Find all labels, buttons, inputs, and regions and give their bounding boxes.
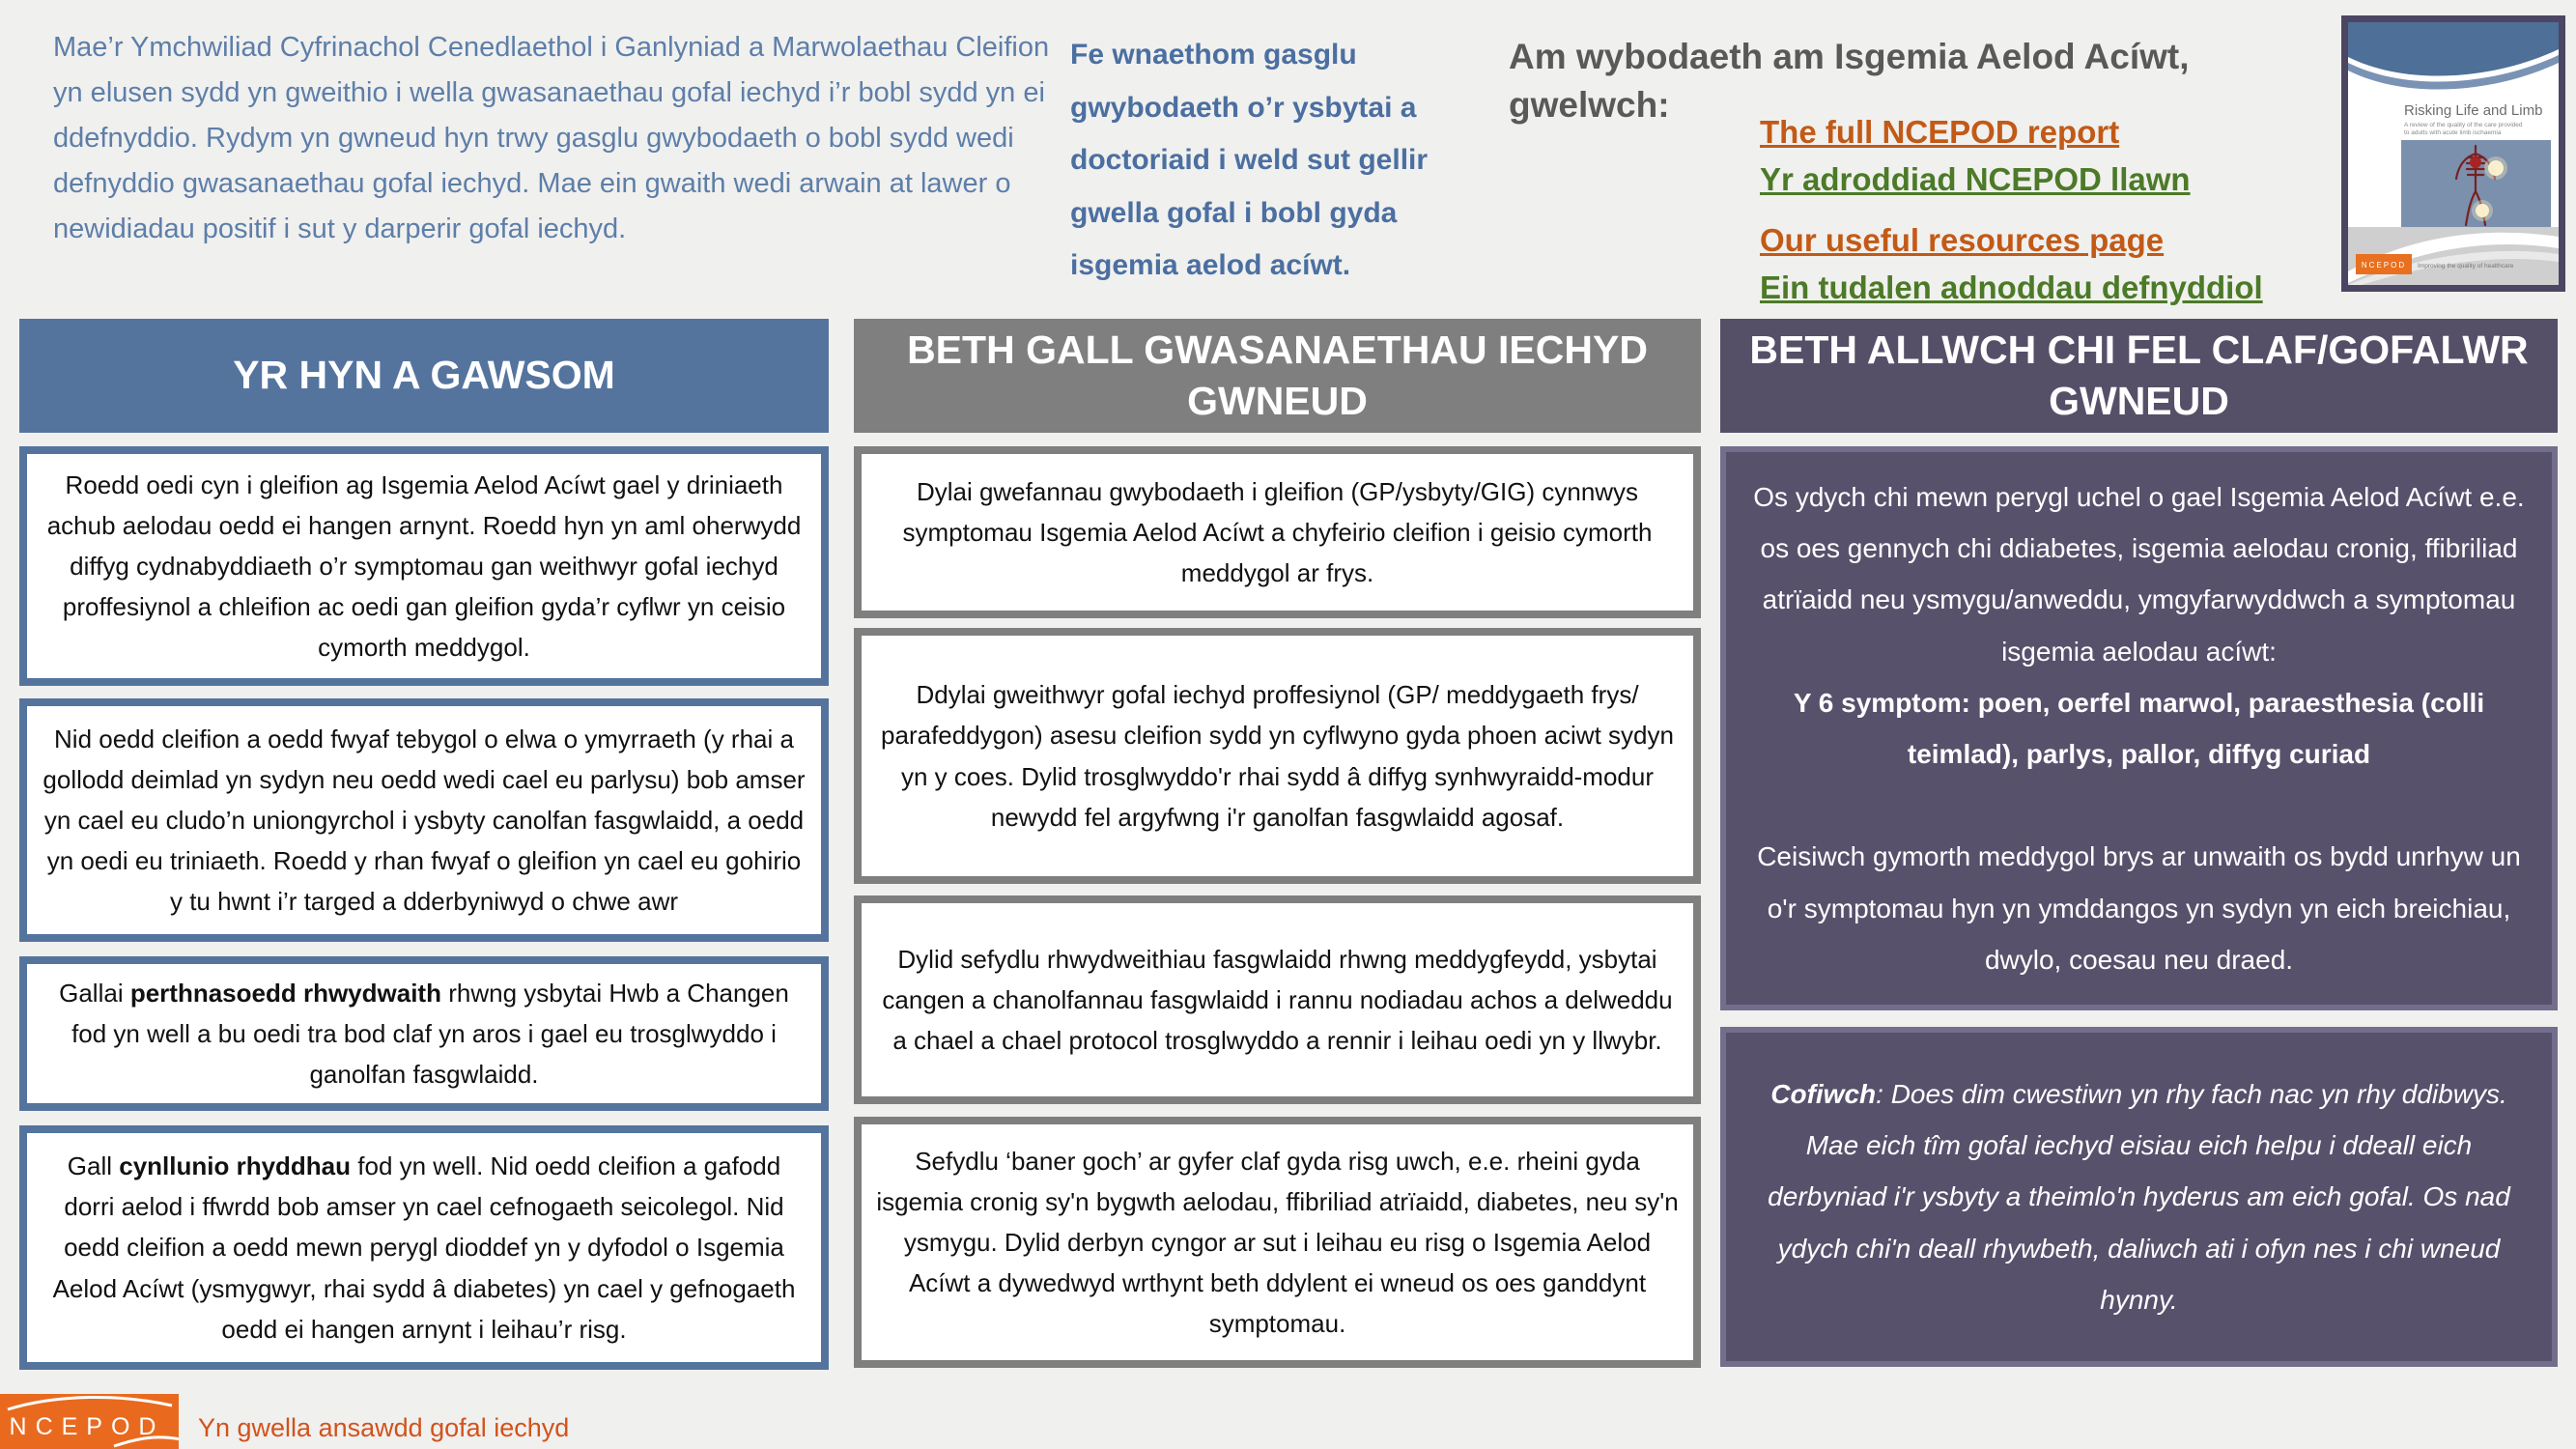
services-box-networks: Dylid sefydlu rhwydweithiau fasgwlaidd rhwng meddygfeydd, ysbytai cangen a chanolfannau fasgwlaidd i rannu nodiadau achos a delweddu a chael a chael protocol trosglwyddo a rennir i leihau oedi yn y llwybr. (854, 895, 1701, 1104)
ncepod-logo (0, 1394, 179, 1449)
link-resources-en[interactable]: Our useful resources page (1760, 222, 2165, 258)
more-info-heading: Am wybodaeth am Isgemia Aelod Acíwt, gwelwch: (1509, 37, 2190, 125)
link-full-report-en[interactable]: The full NCEPOD report (1760, 114, 2120, 150)
services-box-red-flag: Sefydlu ‘baner goch’ ar gyfer claf gyda risg uwch, e.e. rheini gyda isgemia cronig sy'n bygwth aelodau, ffibriliad atrïaidd, diabetes, neu sy'n ysmygu. Dylid derbyn cyngor ar sut i leihau eu risg o Isgemia Aelod Acíwt a dywedwyd wrthynt beth ddylent ei wneud os oes ganddynt symptomau. (854, 1117, 1701, 1368)
services-box-assessment: Ddylai gweithwyr gofal iechyd proffesiynol (GP/ meddygaeth frys/ parafeddygon) asesu cleifion sydd yn cyflwyno gyda phoen aciwt sydyn yn y coes. Dylid trosglwyddo'r rhai sydd â diffyg synhwyraidd-modur newydd fel argyfwng i'r ganolfan fasgwlaidd agosaf. (854, 628, 1701, 884)
column-health-services (854, 319, 1701, 1368)
report-cover-thumbnail[interactable] (2341, 15, 2565, 292)
svg-text:NCEPOD: NCEPOD (2361, 261, 2407, 270)
cover-subtitle-2: to adults with acute limb ischaemia (2404, 129, 2502, 136)
findings-box-discharge: Gall cynllunio rhyddhau fod yn well. Nid oedd cleifion a gafodd dorri aelod i ffwrdd bob amser yn cael cefnogaeth seicolegol. Nid oedd cleifion a oedd mewn perygl dioddef yn y dyfodol o Isgemia Aelod Acíwt (ysmygwyr, rhai sydd â diabetes) yn cael y gefnogaeth oedd ei hangen arnynt i leihau’r risg. (19, 1125, 829, 1370)
cover-subtitle-1: A review of the quality of the care provided (2404, 122, 2523, 128)
findings-box-network: Gallai perthnasoedd rhwydwaith rhwng ysbytai Hwb a Changen fod yn well a bu oedi tra bod claf yn aros i gael eu trosglwyddo i ganolfan fasgwlaidd. (19, 956, 829, 1111)
column-patient-carer (1720, 319, 2558, 1367)
charity-intro-paragraph: Mae’r Ymchwiliad Cyfrinachol Cenedlaethol i Ganlyniad a Marwolaethau Cleifion yn elusen sydd yn gweithio i wella gwasanaethau gofal iechyd i’r bobl sydd yn ei ddefnyddio. Rydym yn gwneud hyn trwy gasglu gwybodaeth o bobl sydd wedi defnyddio gwasanaethau gofal iechyd. Mae ein gwaith wedi arwain at lawer o newidiadau positif i sut y darperir gofal iechyd. (53, 32, 1050, 244)
link-full-report-cy[interactable]: Yr adroddiad NCEPOD llawn (1760, 161, 2191, 197)
findings-header: YR HYN A GAWSOM (19, 319, 829, 433)
svg-text:NCEPOD: NCEPOD (9, 1413, 165, 1440)
cover-title: Risking Life and Limb (2404, 102, 2543, 119)
patient-carer-header: BETH ALLWCH CHI FEL CLAF/GOFALWR GWNEUD (1720, 319, 2558, 433)
ncepod-tagline: Yn gwella ansawdd gofal iechyd (198, 1413, 570, 1442)
cover-logo-tagline: Improving the quality of healthcare (2418, 263, 2514, 270)
patient-box-remember: Cofiwch: Does dim cwestiwn yn rhy fach nac yn rhy ddibwys. Mae eich tîm gofal iechyd eisiau eich helpu i ddeall eich derbyniad i'r ysbyty a theimlo'n hyderus am eich gofal. Os nad ydych chi'n deall rhywbeth, daliwch ati i ofyn nes i chi wneud hynny. (1720, 1027, 2558, 1367)
services-box-websites: Dylai gwefannau gwybodaeth i gleifion (GP/ysbyty/GIG) cynnwys symptomau Isgemia Aelod Acíwt a chyfeirio cleifion i geisio cymorth meddygol ar frys. (854, 446, 1701, 618)
cover-skeleton-image (2401, 140, 2551, 227)
data-collection-note: Fe wnaethom gasglu gwybodaeth o’r ysbytai a doctoriaid i weld sut gellir gwella gofal i bobl gyda isgemia aelod acíwt. (1070, 39, 1429, 282)
link-resources-cy[interactable]: Ein tudalen adnoddau defnyddiol (1760, 270, 2263, 305)
column-findings (19, 319, 829, 1370)
findings-box-delays: Roedd oedi cyn i gleifion ag Isgemia Aelod Acíwt gael y driniaeth achub aelodau oedd ei hangen arnynt. Roedd hyn yn aml oherwydd diffyg cydnabyddiaeth o’r symptomau gan weithwyr gofal iechyd proffesiynol a chleifion ac oedi gan gleifion gyda’r cyflwr yn ceisio cymorth meddygol. (19, 446, 829, 686)
findings-box-transfer: Nid oedd cleifion a oedd fwyaf tebygol o elwa o ymyrraeth (y rhai a gollodd deimlad yn sydyn neu oedd wedi cael eu parlysu) bob amser yn cael eu cludo’n uniongyrchol i ysbyty canolfan fasgwlaidd, a oedd yn oedi eu triniaeth. Roedd y rhan fwyaf o gleifion yn cael eu gohirio y tu hwnt i’r targed a dderbyniwyd o chwe awr (19, 698, 829, 942)
report-links (1760, 108, 2263, 311)
patient-box-symptoms: Os ydych chi mewn perygl uchel o gael Isgemia Aelod Acíwt e.e. os oes gennych chi ddiabetes, isgemia aelodau cronig, ffibriliad atrïaidd neu ysmygu/anweddu, ymgyfarwyddwch a symptomau isgemia aelodau acíwt: Y 6 symptom: poen, oerfel marwol, paraesthesia (colli teimlad), parlys, pallor, diffyg curiad Ceisiwch gymorth meddygol brys ar unwaith os bydd unrhyw un o'r symptomau hyn yn ymddangos yn sydyn yn eich breichiau, dwylo, coesau neu draed. (1720, 446, 2558, 1010)
report-cover-art (2348, 22, 2559, 285)
health-services-header: BETH GALL GWASANAETHAU IECHYD GWNEUD (854, 319, 1701, 433)
